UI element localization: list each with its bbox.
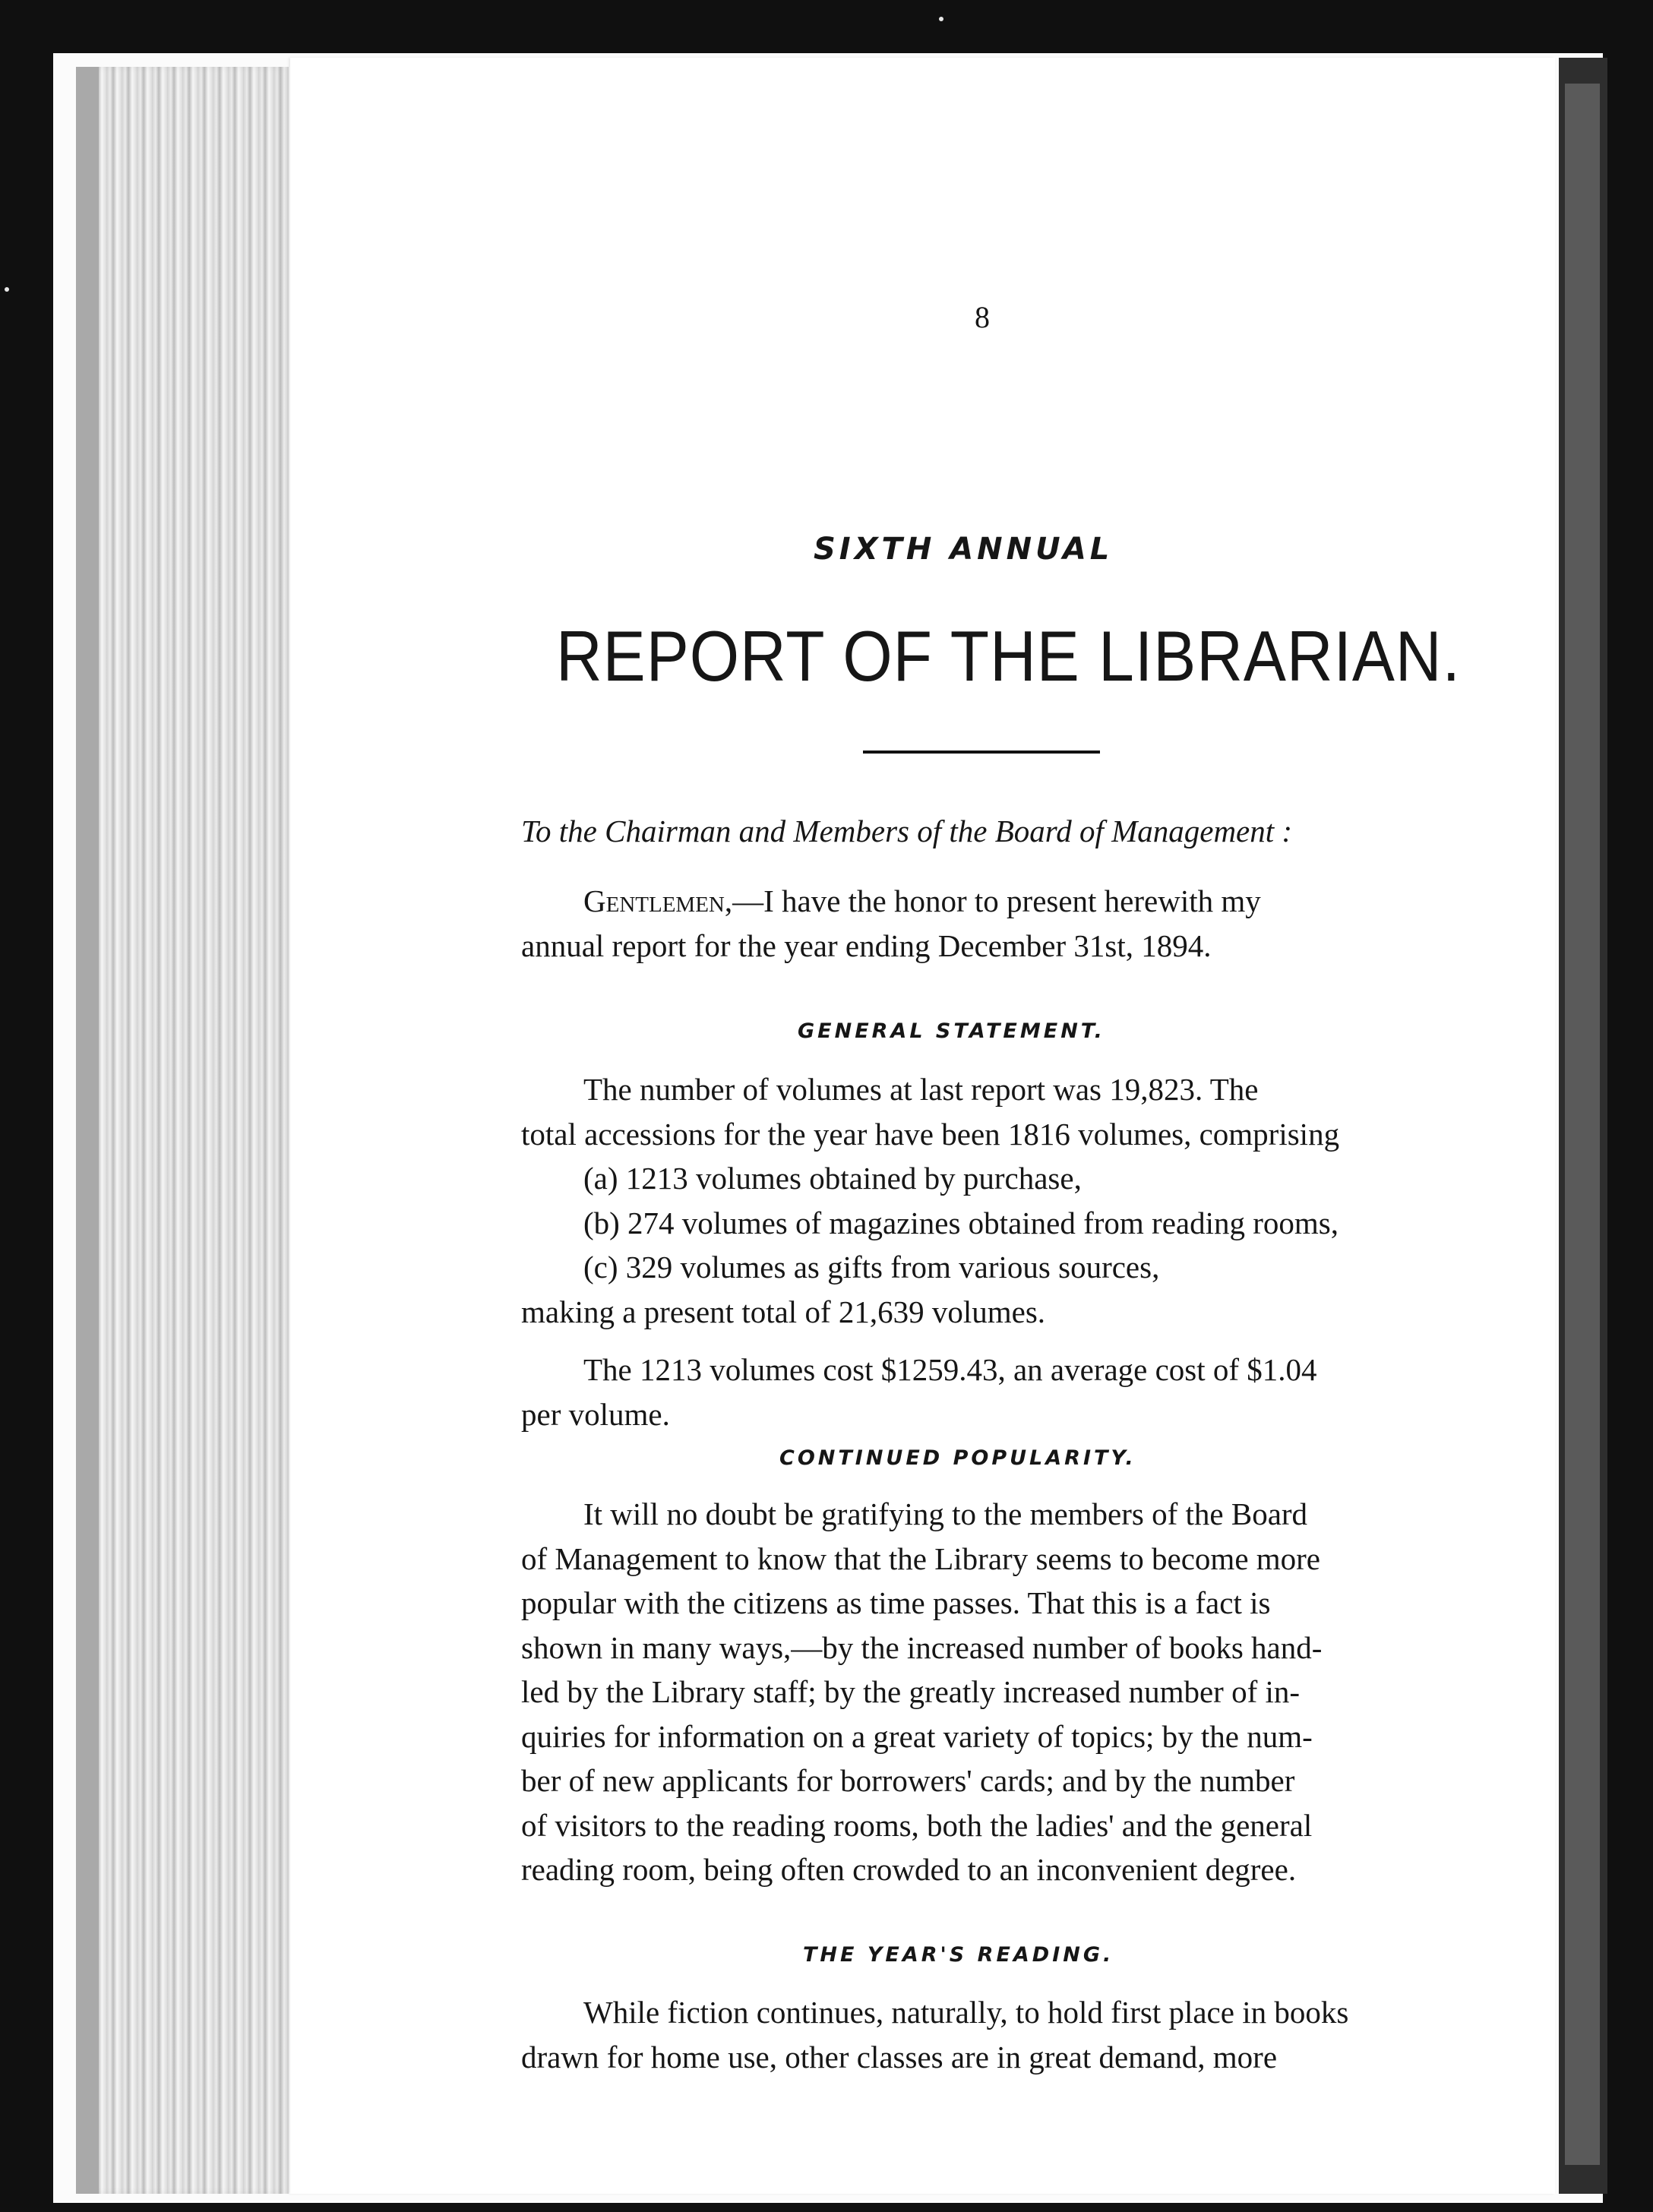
popularity-line: It will no doubt be gratifying to the members of the Board [583,1496,1308,1531]
cost-line-1: The 1213 volumes cost $1259.43, an average cost of $1.04 [583,1352,1317,1387]
popularity-line: shown in many ways,—by the increased number of books hand- [521,1629,1323,1665]
book-cover-right-inner [1565,84,1600,2165]
list-item: (a) 1213 volumes obtained by purchase, [583,1161,1082,1196]
intro-line-2: annual report for the year ending December 31st, 1894. [521,927,1212,963]
popularity-line: of visitors to the reading rooms, both the ladies' and the general [521,1807,1313,1843]
popularity-line: reading room, being often crowded to an inconvenient degree. [521,1852,1297,1887]
dust-speck [5,287,9,292]
general-statement-paragraph [521,1067,1477,1334]
salutation: To the Chairman and Members of the Board of Management : [521,814,1293,848]
popularity-line: led by the Library staff; by the greatly increased number of in- [521,1674,1301,1709]
general-line-1: The number of volumes at last report was 19,823. The [583,1072,1259,1107]
intro-paragraph [521,879,1477,968]
section-heading-continued-popularity: CONTINUED POPULARITY. [779,1446,1136,1470]
popularity-line: ber of new applicants for borrowers' cards; and by the number [521,1763,1295,1798]
popularity-line: popular with the citizens as time passes. That this is a fact is [521,1585,1271,1620]
page-edge-shadow [76,67,99,2194]
intro-line-1-rest: —I have the honor to present herewith my [732,883,1261,918]
page-number: 8 [975,300,990,334]
list-item: (b) 274 volumes of magazines obtained from reading rooms, [583,1205,1339,1240]
report-subtitle: SIXTH ANNUAL [814,532,1114,567]
report-title: REPORT OF THE LIBRARIAN. [556,616,1461,697]
reading-paragraph [521,1990,1477,2079]
reading-line: drawn for home use, other classes are in great demand, more [521,2039,1278,2075]
section-heading-general-statement: GENERAL STATEMENT. [798,1019,1105,1043]
popularity-paragraph [521,1492,1477,1892]
page-edges [76,67,289,2194]
cost-line-2: per volume. [521,1396,670,1432]
section-heading-years-reading: THE YEAR'S READING. [803,1943,1114,1967]
general-line-2: total accessions for the year have been 1816 volumes, comprising [521,1116,1340,1152]
popularity-line: quiries for information on a great variety of topics; by the num- [521,1718,1313,1754]
reading-line: While fiction continues, naturally, to hold first place in books [583,1995,1349,2030]
cost-paragraph [521,1348,1477,1436]
title-rule [863,750,1100,754]
popularity-line: of Management to know that the Library seems to become more [521,1540,1321,1576]
intro-line-1 [521,879,1477,924]
dust-speck [939,17,943,21]
list-item: (c) 329 volumes as gifts from various sources, [583,1250,1160,1285]
intro-smallcaps: Gentlemen, [583,883,733,918]
total-line: making a present total of 21,639 volumes. [521,1294,1046,1329]
